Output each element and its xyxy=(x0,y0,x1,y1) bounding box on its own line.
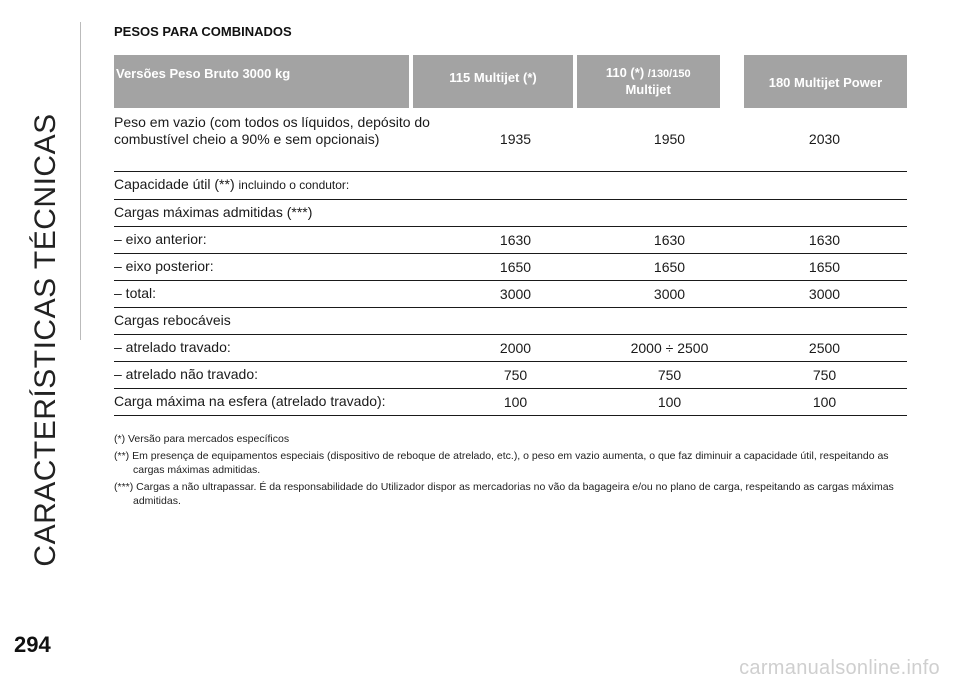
table-row xyxy=(114,308,907,335)
row-value-v3: 750 xyxy=(812,366,837,383)
header-110-main: 110 (*) xyxy=(605,65,648,80)
row-value-v3 xyxy=(742,200,907,226)
row-label xyxy=(114,227,434,253)
row-value-v3: 2500 xyxy=(808,339,841,356)
row-label-note: incluindo o condutor: xyxy=(238,178,350,192)
row-label xyxy=(114,108,434,171)
header-multijet-line: Multijet xyxy=(625,82,671,97)
header-180-multijet-power: 180 Multijet Power xyxy=(744,55,907,108)
row-value-v2: 1630 xyxy=(653,231,686,248)
header-versions: Versões Peso Bruto 3000 kg xyxy=(114,55,409,108)
row-label-text: Cargas máximas admitidas (***) xyxy=(114,204,313,220)
footnote-3: (***) Cargas a não ultrapassar. É da responsabilidade do Utilizador dispor as mercadorias no vão da bagageira e/ou no plano de carga, respeitando as cargas máximas admitidas. xyxy=(114,481,894,507)
chapter-divider xyxy=(80,22,81,340)
footnote-2: (**) Em presença de equipamentos especiais (dispositivo de reboque de atrelado, etc.), o peso em vazio aumenta, o que faz diminuir a capacidade útil, respeitando as cargas máximas admitidas. xyxy=(114,450,889,476)
row-value-v3: 100 xyxy=(812,393,837,410)
row-label xyxy=(114,308,434,334)
table-header xyxy=(114,55,907,108)
row-label-text: – total: xyxy=(114,285,157,301)
row-label xyxy=(114,389,434,415)
row-label-text: Peso em vazio (com todos os líquidos, depósito do combustível cheio a 90% e sem opcionais) xyxy=(114,114,430,147)
row-value-v3: 2030 xyxy=(808,131,841,147)
row-value-v2 xyxy=(597,200,742,226)
row-value-v1: 3000 xyxy=(499,285,532,302)
header-110-line xyxy=(606,65,691,82)
header-130-150: /130/150 xyxy=(647,68,691,80)
footnote-1: (*) Versão para mercados específicos xyxy=(114,433,290,445)
row-label-text: – eixo anterior: xyxy=(114,231,207,247)
table-row xyxy=(114,362,907,389)
table-row xyxy=(114,200,907,227)
chapter-title: CARACTERÍSTICAS TÉCNICAS xyxy=(29,113,62,567)
row-label xyxy=(114,200,434,226)
table-row xyxy=(114,108,907,172)
row-value-v1: 2000 xyxy=(499,339,532,356)
weights-table xyxy=(114,55,907,416)
page-number: 294 xyxy=(14,632,51,657)
row-value-v1 xyxy=(434,200,597,226)
row-value-v3: 3000 xyxy=(808,285,841,302)
row-value-v3: 1630 xyxy=(808,231,841,248)
row-value-v1: 1630 xyxy=(499,231,532,248)
section-title: PESOS PARA COMBINADOS xyxy=(114,24,292,39)
table-row xyxy=(114,335,907,362)
row-value-v1: 1935 xyxy=(499,131,532,147)
row-label-text: – eixo posterior: xyxy=(114,258,214,274)
table-row xyxy=(114,281,907,308)
row-value-v2 xyxy=(597,308,742,334)
row-value-v1: 100 xyxy=(503,393,528,410)
row-label-text: Cargas rebocáveis xyxy=(114,312,231,328)
row-value-v2: 3000 xyxy=(653,285,686,302)
row-value-v2 xyxy=(597,172,742,199)
row-value-v2: 1950 xyxy=(653,131,686,147)
row-value-v1 xyxy=(434,172,597,199)
row-label xyxy=(114,254,434,280)
row-label xyxy=(114,335,434,361)
watermark: carmanualsonline.info xyxy=(739,657,940,679)
row-value-v3 xyxy=(742,308,907,334)
row-value-v1: 750 xyxy=(503,366,528,383)
row-label xyxy=(114,172,434,199)
row-label xyxy=(114,362,434,388)
table-row xyxy=(114,172,907,200)
header-110-130-150-multijet xyxy=(577,55,720,108)
row-value-v3: 1650 xyxy=(808,258,841,275)
row-value-v1: 1650 xyxy=(499,258,532,275)
row-label-text: Carga máxima na esfera (atrelado travado): xyxy=(114,393,386,409)
row-label xyxy=(114,281,434,307)
table-row xyxy=(114,389,907,416)
table-row xyxy=(114,254,907,281)
row-label-text: – atrelado travado: xyxy=(114,339,231,355)
table-body xyxy=(114,108,907,416)
row-value-v2: 1650 xyxy=(653,258,686,275)
row-value-v2: 2000 ÷ 2500 xyxy=(630,339,709,356)
row-value-v2: 100 xyxy=(657,393,682,410)
footnotes xyxy=(114,432,914,511)
row-value-v3 xyxy=(742,172,907,199)
row-value-v2: 750 xyxy=(657,366,682,383)
row-label-text: – atrelado não travado: xyxy=(114,366,258,382)
row-value-v1 xyxy=(434,308,597,334)
row-label-text: Capacidade útil (**) xyxy=(114,176,239,192)
header-115-multijet: 115 Multijet (*) xyxy=(413,55,572,108)
table-row xyxy=(114,227,907,254)
